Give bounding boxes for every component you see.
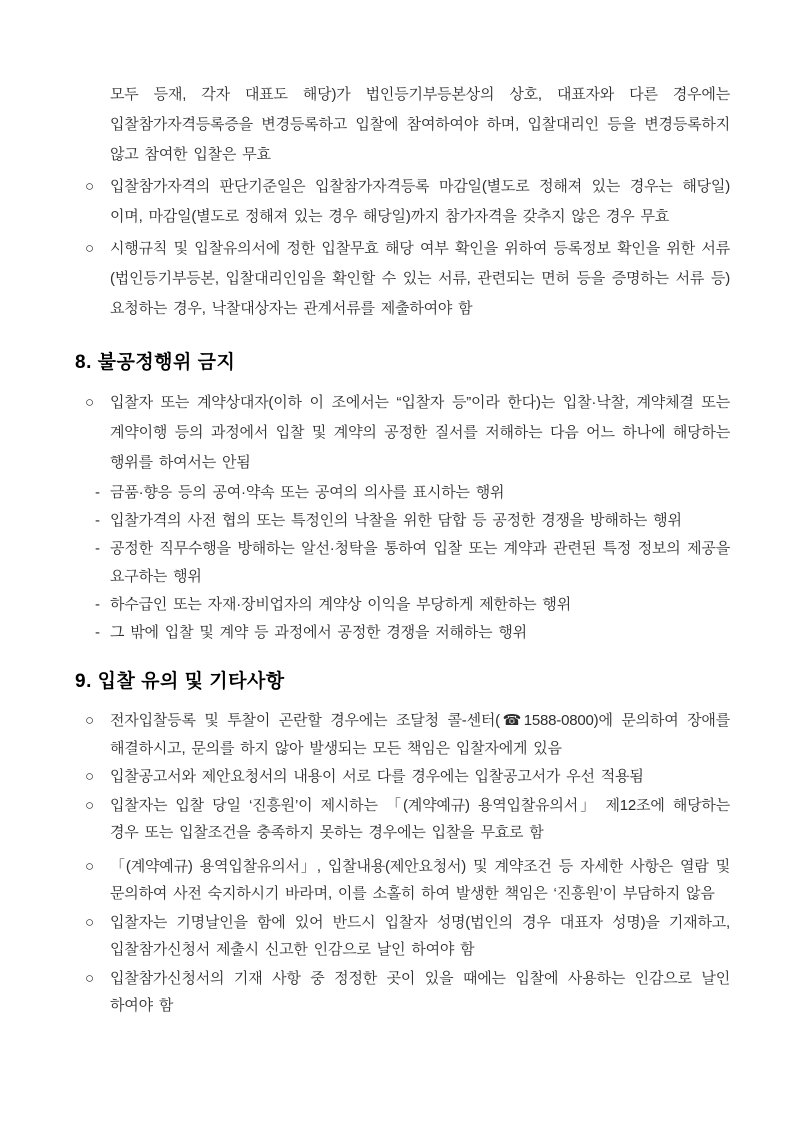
circle-marker: ○ <box>85 394 94 411</box>
list-item <box>75 707 730 762</box>
list-item <box>75 234 730 324</box>
item-text: 입찰참가자격의 판단기준일은 입찰참가자격등록 마감일(별도로 정해져 있는 경우는 해당일)이며, 마감일(별도로 정해져 있는 경우 해당일)까지 참가자격을 갖추지 않은 경우 무효 <box>110 178 730 225</box>
item-text: 공정한 직무수행을 방해하는 알선·청탁을 통하여 입찰 또는 계약과 관련된 특정 정보의 제공을 요구하는 행위 <box>110 540 730 585</box>
list-item <box>75 853 730 908</box>
circle-marker: ○ <box>85 712 94 729</box>
list-item <box>75 965 730 1020</box>
item-text: 입찰가격의 사전 협의 또는 특정인의 낙찰을 위한 담합 등 공정한 경쟁을 방해하는 행위 <box>110 512 682 529</box>
list-item <box>75 80 730 170</box>
item-text: 「(계약예규) 용역입찰유의서」, 입찰내용(제안요청서) 및 계약조건 등 자세한 사항은 열람 및 문의하여 사전 숙지하시기 바라며, 이를 소홀히 하여 발생한 책임은 ‘진흥원’이 부담하지 않음 <box>110 857 730 902</box>
list-item <box>75 591 730 619</box>
item-text: 모두 등재, 각자 대표도 해당)가 법인등기부등본상의 상호, 대표자와 다른 경우에는 입찰참가자격등록증을 변경등록하고 입찰에 참여하여야 하며, 입찰대리인 등을 변경등록하지 않고 참여한 입찰은 무효 <box>110 86 730 163</box>
dash-marker: - <box>95 540 100 557</box>
list-item <box>75 792 730 847</box>
dash-marker: - <box>95 596 100 613</box>
list-item <box>75 172 730 232</box>
item-text: 입찰자는 기명날인을 함에 있어 반드시 입찰자 성명(법인의 경우 대표자 성명)을 기재하고, 입찰참가신청서 제출시 신고한 인감으로 날인 하여야 함 <box>110 913 730 958</box>
list-item <box>75 479 730 507</box>
section-9-list <box>75 707 730 1020</box>
item-text: 금품·향응 등의 공여·약속 또는 공여의 의사를 표시하는 행위 <box>110 484 505 501</box>
circle-marker: ○ <box>85 969 94 987</box>
item-text: 시행규칙 및 입찰유의서에 정한 입찰무효 해당 여부 확인을 위하여 등록정보 확인을 위한 서류(법인등기부등본, 입찰대리인임을 확인할 수 있는 서류, 관련되는 면허 등을 증명하는 서류 등) 요청하는 경우, 낙찰대상자는 관계서류를 제출하여야 함 <box>110 240 730 317</box>
section-8-heading: 8. 불공정행위 금지 <box>75 352 236 373</box>
item-text: 전자입찰등록 및 투찰이 곤란할 경우에는 조달청 콜-센터(☎1588-0800)에 문의하여 장애를 해결하시고, 문의를 하지 않아 발생되는 모든 책임은 입찰자에게 있음 <box>110 712 730 757</box>
list-item <box>75 388 730 478</box>
list-item <box>75 507 730 535</box>
item-text: 그 밖에 입찰 및 계약 등 과정에서 공정한 경쟁을 저해하는 행위 <box>110 624 527 641</box>
circle-marker: ○ <box>85 913 94 931</box>
item-text: 입찰자 또는 계약상대자(이하 이 조에서는 “입찰자 등”이라 한다)는 입찰·낙찰, 계약체결 또는 계약이행 등의 과정에서 입찰 및 계약의 공정한 질서를 저해하는 다음 어느 하나에 해당하는 행위를 하여서는 안됨 <box>110 394 730 471</box>
dash-marker: - <box>95 512 100 529</box>
dash-marker: - <box>95 484 100 501</box>
intro-list <box>75 80 730 324</box>
item-text: 하수급인 또는 자재·장비업자의 계약상 이익을 부당하게 제한하는 행위 <box>110 596 571 613</box>
section-9-heading: 9. 입찰 유의 및 기타사항 <box>75 671 285 692</box>
circle-marker: ○ <box>85 178 94 195</box>
item-text: 입찰참가신청서의 기재 사항 중 정정한 곳이 있을 때에는 입찰에 사용하는 인감으로 날인 하여야 함 <box>110 969 730 1014</box>
dash-marker: - <box>95 624 100 641</box>
item-text: 입찰자는 입찰 당일 ‘진흥원’이 제시하는 「(계약예규) 용역입찰유의서」 제12조에 해당하는 경우 또는 입찰조건을 충족하지 못하는 경우에는 입찰을 무효로 함 <box>110 796 730 841</box>
list-item <box>75 909 730 964</box>
circle-marker: ○ <box>85 857 94 875</box>
circle-marker: ○ <box>85 768 94 785</box>
item-text: 입찰공고서와 제안요청서의 내용이 서로 다를 경우에는 입찰공고서가 우선 적용됨 <box>110 768 644 785</box>
circle-marker: ○ <box>85 796 94 814</box>
list-item <box>75 535 730 591</box>
section-8-list <box>75 388 730 647</box>
list-item <box>75 763 730 791</box>
circle-marker: ○ <box>85 240 94 257</box>
list-item <box>75 619 730 647</box>
